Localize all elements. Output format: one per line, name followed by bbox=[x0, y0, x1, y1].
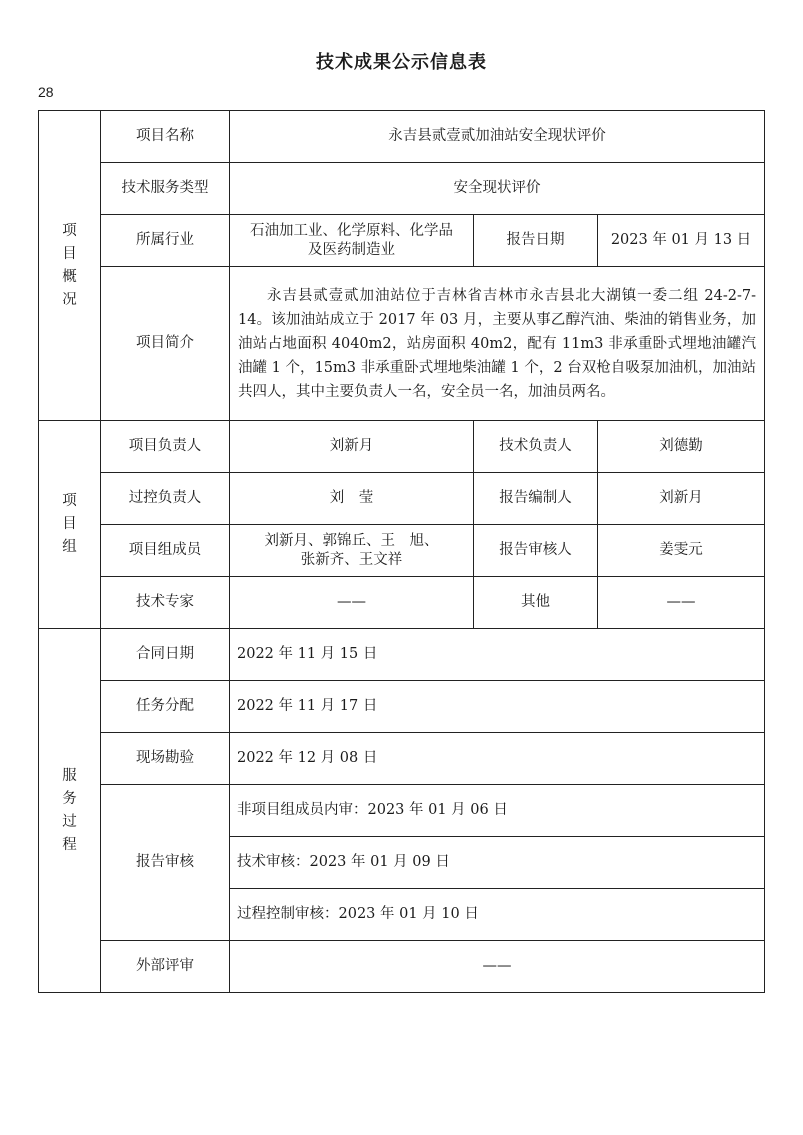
intro-value bbox=[230, 267, 765, 421]
project-name-value: 永吉县贰壹贰加油站安全现状评价 bbox=[230, 111, 765, 163]
page-title: 技术成果公示信息表 bbox=[316, 52, 487, 73]
table-row bbox=[39, 577, 765, 629]
report-reviewer-value: 姜雯元 bbox=[598, 525, 765, 577]
external-review-label: 外部评审 bbox=[101, 941, 230, 993]
other-label: 其他 bbox=[474, 577, 598, 629]
other-value: —— bbox=[598, 577, 765, 629]
table-row bbox=[39, 733, 765, 785]
table-row bbox=[39, 421, 765, 473]
page-number: 28 bbox=[38, 84, 54, 100]
project-name-label: 项目名称 bbox=[101, 111, 230, 163]
site-survey-label: 现场勘验 bbox=[101, 733, 230, 785]
report-review-label: 报告审核 bbox=[101, 785, 230, 941]
team-members-value: 刘新月、郭锦丘、王 旭、 张新齐、王文祥 bbox=[230, 525, 474, 577]
service-type-value: 安全现状评价 bbox=[230, 163, 765, 215]
technical-review-value: 技术审核：2023 年 01 月 09 日 bbox=[230, 837, 765, 889]
process-control-leader-label: 过控负责人 bbox=[101, 473, 230, 525]
intro-label: 项目简介 bbox=[101, 267, 230, 421]
section-label-team: 项 目 组 bbox=[39, 421, 101, 629]
table-row bbox=[39, 941, 765, 993]
industry-label: 所属行业 bbox=[101, 215, 230, 267]
contract-date-label: 合同日期 bbox=[101, 629, 230, 681]
report-author-label: 报告编制人 bbox=[474, 473, 598, 525]
tech-leader-label: 技术负责人 bbox=[474, 421, 598, 473]
process-control-review-value: 过程控制审核：2023 年 01 月 10 日 bbox=[230, 889, 765, 941]
service-type-label: 技术服务类型 bbox=[101, 163, 230, 215]
table-row bbox=[39, 525, 765, 577]
report-author-value: 刘新月 bbox=[598, 473, 765, 525]
external-review-value: —— bbox=[230, 941, 765, 993]
table-row bbox=[39, 215, 765, 267]
intro-text: 永吉县贰壹贰加油站位于吉林省吉林市永吉县北大湖镇一委二组 24-2-7-14。该加油站成立于 2017 年 03 月，主要从事乙醇汽油、柴油的销售业务，加油站占地面积 4040m2，站房面积 40m2，配有 11m3 非承重卧式埋地油罐汽油罐 1 个，15m3 非承重卧式埋地柴油罐 1 个，2 台双枪自吸泵加油机，加油站共四人，其中主要负责人一名，安全员一名，加油员两名。 bbox=[238, 287, 757, 400]
contract-date-value: 2022 年 11 月 15 日 bbox=[230, 629, 765, 681]
site-survey-value: 2022 年 12 月 08 日 bbox=[230, 733, 765, 785]
tech-expert-label: 技术专家 bbox=[101, 577, 230, 629]
project-leader-value: 刘新月 bbox=[230, 421, 474, 473]
table-row bbox=[39, 681, 765, 733]
internal-review-value: 非项目组成员内审：2023 年 01 月 06 日 bbox=[230, 785, 765, 837]
table-row bbox=[39, 473, 765, 525]
info-table bbox=[38, 110, 765, 993]
table-row bbox=[39, 629, 765, 681]
table-row bbox=[39, 111, 765, 163]
report-date-value: 2023 年 01 月 13 日 bbox=[598, 215, 765, 267]
table-row bbox=[39, 163, 765, 215]
tech-expert-value: —— bbox=[230, 577, 474, 629]
section-label-overview: 项 目 概 况 bbox=[39, 111, 101, 421]
section-label-process: 服 务 过 程 bbox=[39, 629, 101, 993]
project-leader-label: 项目负责人 bbox=[101, 421, 230, 473]
table-row bbox=[39, 267, 765, 421]
process-control-leader-value: 刘 莹 bbox=[230, 473, 474, 525]
tech-leader-value: 刘德勤 bbox=[598, 421, 765, 473]
report-date-label: 报告日期 bbox=[474, 215, 598, 267]
task-assign-value: 2022 年 11 月 17 日 bbox=[230, 681, 765, 733]
table-row bbox=[39, 785, 765, 837]
task-assign-label: 任务分配 bbox=[101, 681, 230, 733]
industry-value: 石油加工业、化学原料、化学品 及医药制造业 bbox=[230, 215, 474, 267]
report-reviewer-label: 报告审核人 bbox=[474, 525, 598, 577]
team-members-label: 项目组成员 bbox=[101, 525, 230, 577]
